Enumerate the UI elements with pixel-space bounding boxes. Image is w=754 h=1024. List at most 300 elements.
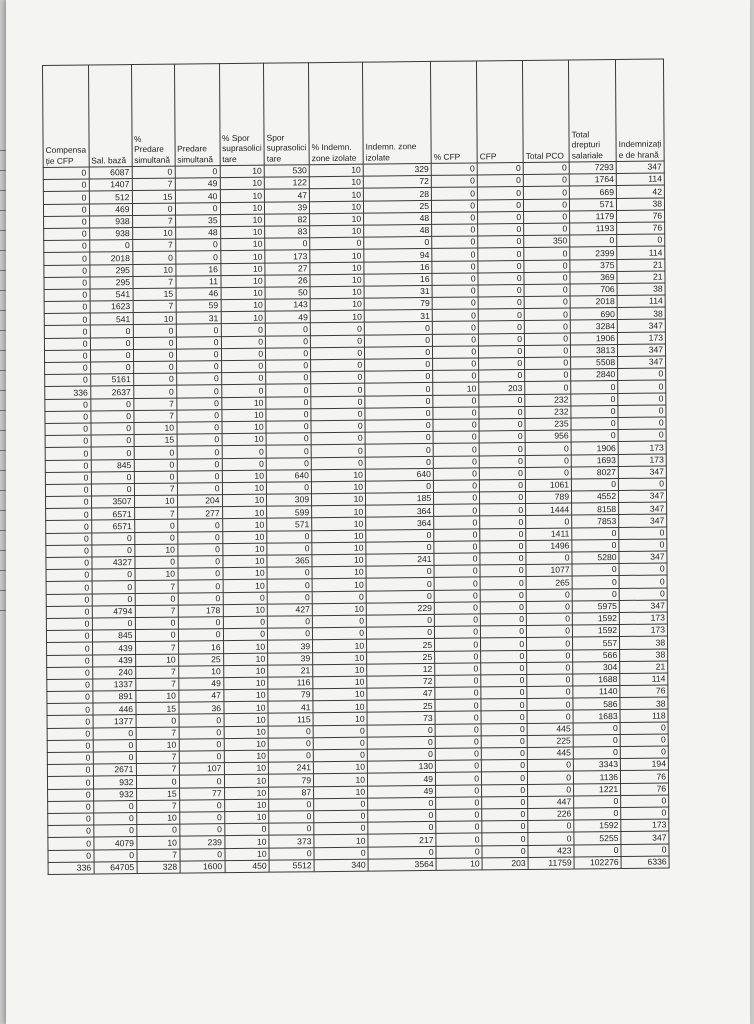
table-cell: 0 [266,372,311,385]
table-cell: 0 [179,738,224,751]
table-cell: 0 [480,516,526,529]
table-cell: 557 [573,637,620,650]
table-cell: 76 [617,222,665,235]
table-cell: 0 [526,515,572,528]
table-cell: 21 [617,271,665,284]
table-cell: 10 [223,677,268,690]
total-cell: 6336 [621,856,669,869]
table-cell: 72 [367,675,435,688]
table-cell: 7 [132,178,175,191]
table-cell: 0 [364,334,432,347]
table-cell: 446 [92,703,135,716]
table-cell: 295 [89,276,132,289]
table-cell: 0 [93,825,136,838]
table-cell: 0 [266,348,311,361]
table-cell: 0 [92,593,135,606]
table-cell: 10 [224,835,269,848]
table-cell: 173 [619,612,667,625]
table-cell: 0 [525,467,571,480]
table-cell: 0 [132,166,175,179]
table-cell: 7 [136,727,179,740]
table-cell: 10 [309,176,363,189]
table-cell: 7 [136,849,179,862]
table-cell: 10 [220,263,265,276]
table-cell: 447 [528,796,574,809]
table-cell: 336 [45,386,91,399]
table-cell: 59 [176,300,221,313]
table-cell: 0 [45,484,91,497]
table-cell: 439 [92,642,135,655]
table-cell: 0 [90,349,133,362]
table-cell: 0 [47,655,93,668]
table-cell: 0 [222,445,267,458]
table-cell: 0 [482,821,528,834]
table-cell: 0 [179,848,224,861]
table-cell: 0 [436,821,482,834]
table-cell: 0 [90,362,133,375]
table-cell: 0 [91,422,134,435]
table-cell: 0 [268,738,313,751]
table-cell: 365 [267,555,312,568]
table-cell: 0 [311,347,365,360]
table-cell: 0 [45,399,91,412]
table-cell: 0 [480,589,526,602]
table-cell: 0 [527,649,573,662]
table-cell: 10 [135,690,178,703]
table-cell: 0 [91,544,134,557]
table-cell: 0 [266,445,311,458]
table-cell: 1337 [92,678,135,691]
table-cell: 39 [268,640,313,653]
table-cell: 10 [135,568,178,581]
table-cell: 599 [267,506,312,519]
table-cell: 10 [312,505,366,518]
table-cell: 0 [44,277,90,290]
table-cell: 0 [92,617,135,630]
table-cell: 0 [179,714,224,727]
table-cell: 1496 [526,540,572,553]
table-cell: 0 [47,691,93,704]
table-cell: 0 [47,752,93,765]
table-cell: 0 [179,812,224,825]
table-cell: 0 [314,798,368,811]
table-cell: 0 [45,435,91,448]
table-cell: 49 [368,773,436,786]
table-cell: 1444 [526,503,572,516]
table-cell: 0 [526,601,572,614]
table-cell: 0 [132,251,175,264]
table-cell: 4794 [92,605,135,618]
table-cell: 0 [46,581,92,594]
table-cell: 0 [46,508,92,521]
table-cell: 4327 [91,557,134,570]
table-cell: 0 [176,361,221,374]
table-cell: 0 [221,324,266,337]
total-cell: 336 [48,862,94,875]
table-cell: 7 [134,483,177,496]
table-cell: 347 [618,344,666,357]
table-cell: 0 [571,381,618,394]
table-cell: 0 [268,750,313,763]
table-cell: 0 [572,539,619,552]
table-cell: 375 [570,259,617,272]
table-cell: 0 [45,362,91,375]
table-cell: 0 [177,519,222,532]
table-cell: 0 [571,430,618,443]
table-cell: 0 [479,431,525,444]
col-header-total-pco: Total PCO [523,60,570,162]
table-cell: 48 [364,212,432,225]
table-cell: 0 [46,557,92,570]
table-cell: 79 [268,689,313,702]
table-cell: 115 [268,713,313,726]
table-cell: 309 [267,494,312,507]
table-cell: 0 [365,456,433,469]
table-cell: 0 [178,592,223,605]
table-cell: 0 [133,361,176,374]
table-cell: 3343 [573,759,620,772]
table-cell: 10 [220,226,265,239]
table-cell: 0 [478,236,524,249]
table-cell: 10 [312,554,366,567]
table-cell: 116 [268,677,313,690]
table-cell: 0 [478,248,524,261]
table-cell: 1693 [571,454,618,467]
table-cell: 0 [525,369,571,382]
table-cell: 0 [436,809,482,822]
table-cell: 0 [527,662,573,675]
table-cell: 669 [569,186,616,199]
table-cell: 0 [571,478,618,491]
table-cell: 938 [89,228,132,241]
table-cell: 0 [433,480,479,493]
table-cell: 87 [269,786,314,799]
table-cell: 0 [176,373,221,386]
table-cell: 10 [313,761,367,774]
table-cell: 0 [435,711,481,724]
salary-table-sheet [42,58,670,875]
table-cell: 10 [310,213,364,226]
table-cell: 469 [89,203,132,216]
table-cell: 0 [479,467,525,480]
table-cell: 0 [434,492,480,505]
table-cell: 0 [365,395,433,408]
table-cell: 38 [620,648,668,661]
table-cell: 0 [434,577,480,590]
table-cell: 0 [482,833,528,846]
table-cell: 0 [44,228,90,241]
table-cell: 845 [91,459,134,472]
table-cell: 6087 [89,167,132,180]
table-cell: 0 [365,444,433,457]
table-cell: 25 [178,653,223,666]
table-cell: 0 [368,809,436,822]
table-cell: 0 [481,674,527,687]
table-cell: 0 [135,629,178,642]
table-cell: 1592 [572,612,619,625]
table-cell: 0 [481,699,527,712]
table-cell: 0 [44,338,90,351]
table-cell: 347 [618,466,666,479]
table-cell: 0 [434,590,480,603]
table-cell: 571 [267,518,312,531]
table-cell: 0 [524,211,570,224]
table-cell: 0 [477,175,523,188]
table-cell: 48 [175,227,220,240]
table-cell: 0 [43,167,89,180]
col-header-pct-cfp: % CFP [431,61,478,163]
table-cell: 21 [620,661,668,674]
table-cell: 0 [431,187,477,200]
table-cell: 0 [177,422,222,435]
table-cell: 0 [434,529,480,542]
table-cell: 15 [135,702,178,715]
table-cell: 0 [48,813,94,826]
table-cell: 10 [221,409,266,422]
table-cell: 10 [313,652,367,665]
table-cell: 347 [617,319,665,332]
table-cell: 10 [310,201,364,214]
table-cell: 0 [266,433,311,446]
table-cell: 0 [525,357,571,370]
table-cell: 2399 [570,247,617,260]
table-cell: 0 [132,203,175,216]
table-cell: 0 [527,674,573,687]
table-cell: 10 [223,580,268,593]
table-cell: 0 [134,471,177,484]
table-cell: 114 [616,173,664,186]
table-cell: 0 [92,581,135,594]
table-cell: 1688 [573,673,620,686]
table-cell: 1906 [571,442,618,455]
table-cell: 10 [223,689,268,702]
table-cell: 0 [43,179,89,192]
table-cell: 0 [311,396,365,409]
table-cell: 347 [618,356,666,369]
total-cell: 102276 [574,856,621,869]
table-cell: 1077 [526,564,572,577]
table-cell: 38 [620,697,668,710]
table-cell: 932 [93,788,136,801]
table-cell: 0 [178,580,223,593]
table-cell: 76 [621,783,669,796]
table-cell: 0 [433,370,479,383]
table-cell: 0 [176,397,221,410]
table-cell: 10 [313,700,367,713]
table-cell: 7 [133,410,176,423]
table-cell: 0 [525,454,571,467]
table-cell: 0 [314,822,368,835]
table-cell: 277 [177,507,222,520]
table-cell: 26 [265,274,310,287]
table-cell: 0 [177,531,222,544]
table-cell: 0 [434,504,480,517]
table-cell: 0 [365,480,433,493]
table-cell: 203 [479,382,525,395]
table-cell: 0 [523,174,569,187]
table-cell: 0 [44,301,90,314]
table-cell: 10 [312,530,366,543]
total-cell: 203 [482,857,528,870]
table-cell: 31 [364,285,432,298]
table-cell: 891 [92,691,135,704]
table-cell: 0 [477,162,523,175]
table-cell: 10 [313,639,367,652]
table-cell: 10 [220,202,265,215]
table-cell: 10 [314,834,368,847]
table-cell: 39 [268,652,313,665]
table-cell: 0 [434,516,480,529]
table-cell: 0 [46,630,92,643]
table-cell: 10 [223,701,268,714]
table-cell: 0 [176,348,221,361]
table-cell: 0 [267,579,312,592]
table-cell: 0 [93,752,136,765]
table-cell: 0 [434,565,480,578]
total-cell: 340 [314,859,368,872]
col-header-compensatie-cfp: Compensa ție CFP [43,65,89,167]
table-cell: 0 [481,711,527,724]
table-cell: 8027 [571,466,618,479]
table-cell: 36 [178,702,223,715]
table-cell: 5975 [572,600,619,613]
table-cell: 0 [619,575,667,588]
table-cell: 10 [223,653,268,666]
table-cell: 0 [479,394,525,407]
table-cell: 0 [433,419,479,432]
table-cell: 0 [312,615,366,628]
table-cell: 0 [222,458,267,471]
table-cell: 789 [526,491,572,504]
table-cell: 10 [313,676,367,689]
table-cell: 0 [179,799,224,812]
table-cell: 932 [93,776,136,789]
table-cell: 0 [268,628,313,641]
table-cell: 0 [223,592,268,605]
table-cell: 0 [134,446,177,459]
table-cell: 0 [221,385,266,398]
table-cell: 0 [431,175,477,188]
table-cell: 0 [93,812,136,825]
table-cell: 0 [524,284,570,297]
table-cell: 0 [432,236,478,249]
table-cell: 956 [525,430,571,443]
table-cell: 16 [364,261,432,274]
table-cell: 10 [310,286,364,299]
table-cell: 7 [134,507,177,520]
table-cell: 0 [479,455,525,468]
table-cell: 512 [89,191,132,204]
table-cell: 427 [267,603,312,616]
table-cell: 0 [482,796,528,809]
table-cell: 329 [363,163,431,176]
table-cell: 0 [365,346,433,359]
table-cell: 706 [570,283,617,296]
table-cell: 0 [479,418,525,431]
table-cell: 25 [367,651,435,664]
table-cell: 10 [310,225,364,238]
table-cell: 0 [572,564,619,577]
table-cell: 10 [313,688,367,701]
table-cell: 83 [265,226,310,239]
table-cell: 0 [177,483,222,496]
table-cell: 194 [620,758,668,771]
table-cell: 0 [135,617,178,630]
table-cell: 0 [365,419,433,432]
table-cell: 0 [480,552,526,565]
header-row [43,59,665,168]
table-cell: 10 [310,274,364,287]
table-cell: 0 [45,411,91,424]
table-cell: 0 [136,715,179,728]
table-cell: 586 [573,698,620,711]
table-cell: 0 [46,533,92,546]
table-cell: 0 [311,444,365,457]
table-cell: 0 [47,642,93,655]
table-cell: 0 [91,435,134,448]
table-cell: 0 [44,252,90,265]
table-cell: 0 [570,235,617,248]
table-cell: 0 [90,337,133,350]
table-cell: 0 [479,370,525,383]
table-cell: 0 [90,410,133,423]
table-cell: 566 [573,649,620,662]
table-cell: 0 [368,846,436,859]
table-cell: 0 [223,616,268,629]
table-cell: 0 [267,530,312,543]
table-cell: 16 [364,273,432,286]
table-cell: 1193 [570,222,617,235]
total-cell: 64705 [94,861,137,874]
table-cell: 10 [221,287,266,300]
table-cell: 7 [133,398,176,411]
table-cell: 0 [314,847,368,860]
table-cell: 0 [46,496,92,509]
table-cell: 10 [309,164,363,177]
table-cell: 7 [132,276,175,289]
table-cell: 3813 [571,344,618,357]
table-cell: 0 [313,725,367,738]
table-cell: 0 [224,823,269,836]
table-cell: 0 [365,407,433,420]
table-cell: 10 [312,518,366,531]
table-cell: 1906 [570,332,617,345]
table-cell: 0 [311,408,365,421]
table-cell: 0 [435,736,481,749]
table-cell: 0 [366,578,434,591]
table-cell: 0 [432,297,478,310]
table-cell: 690 [570,308,617,321]
table-cell: 0 [574,844,621,857]
table-cell: 0 [618,380,666,393]
table-cell: 347 [619,490,667,503]
table-cell: 10 [136,812,179,825]
table-cell: 10 [222,470,267,483]
table-cell: 0 [433,455,479,468]
col-header-pct-predare-simultana: % Predare simultană [131,64,175,166]
table-cell: 0 [524,296,570,309]
table-cell: 0 [176,409,221,422]
table-cell: 114 [620,673,668,686]
col-header-indemnizatie-hrana: Indemnizați e de hrană [616,59,665,162]
table-cell: 0 [266,384,311,397]
table-cell: 10 [223,567,268,580]
table-cell: 0 [48,825,94,838]
table-cell: 1061 [525,479,571,492]
table-cell: 0 [619,539,667,552]
table-cell: 0 [478,223,524,236]
table-cell: 0 [523,186,569,199]
